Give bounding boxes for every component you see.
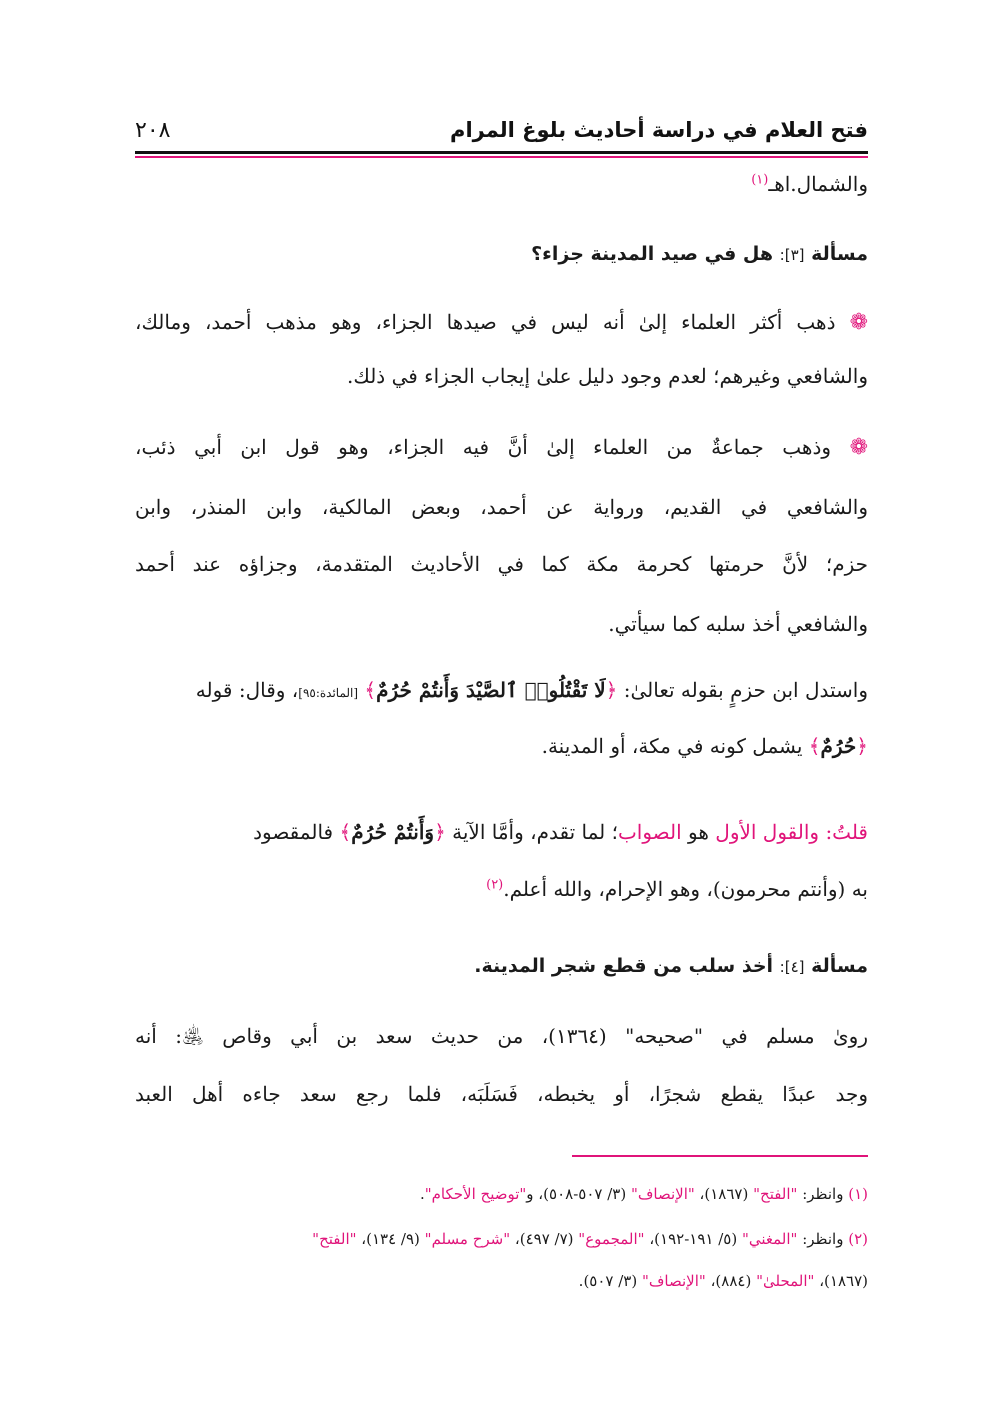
- source-title: "المغني": [741, 1230, 798, 1248]
- source-title: "توضيح الأحكام": [424, 1185, 527, 1203]
- line-text: ذهب أكثر العلماء إلىٰ أنه ليس في صيدها الجزاء، وهو مذهب أحمد، ومالك،: [135, 310, 836, 334]
- footnote-text: (٣/ ٥٠٧-٥٠٨)، و: [526, 1185, 631, 1203]
- flower-bullet-icon: ❁: [849, 310, 868, 335]
- section-heading: [135, 243, 868, 265]
- heading-label: مسألة: [811, 955, 868, 977]
- line-text: والشافعي أخذ سلبه كما سيأتي.: [608, 612, 868, 636]
- heading-number: [٣]:: [779, 246, 805, 264]
- line-text: والشافعي في القديم، ورواية عن أحمد، وبعض المالكية، وابن المنذر، وابن: [135, 495, 868, 519]
- footnote-text: وانظر:: [797, 1230, 849, 1248]
- paragraph-line: [135, 1024, 868, 1053]
- paragraph-line: [135, 310, 868, 335]
- footnote-text: (٨٨٤)،: [705, 1272, 757, 1290]
- footnote-ref[interactable]: (٢): [486, 877, 504, 893]
- paragraph-line: [135, 877, 868, 901]
- running-header: [135, 118, 868, 154]
- paragraph-line: [135, 612, 868, 636]
- highlight-first-opinion: والقول الأول: [715, 820, 826, 844]
- source-title: "المجموع": [578, 1230, 645, 1248]
- quran-bracket-open: ﴿: [856, 734, 868, 758]
- source-title: "الإنصاف": [641, 1272, 706, 1290]
- paragraph-line: [135, 364, 868, 388]
- footnote-number: (٢): [848, 1230, 868, 1248]
- verse-reference: [المائدة:٩٥]: [298, 686, 359, 700]
- footnote-separator: [572, 1155, 868, 1157]
- qult-marker: قلتُ:: [825, 820, 868, 844]
- footnote-text: (٣/ ٥٠٧).: [578, 1272, 642, 1290]
- source-title: "شرح مسلم": [424, 1230, 511, 1248]
- line-text: والشافعي وغيرهم؛ لعدم وجود دليل علىٰ إيجاب الجزاء في ذلك.: [347, 364, 868, 388]
- quran-bracket-close: ﴾: [364, 678, 377, 702]
- line-text: فالمقصود: [253, 820, 340, 844]
- line-text: حزم؛ لأنَّ حرمتها كحرمة مكة كما في الأحاديث المتقدمة، وجزاؤه عند أحمد: [135, 552, 868, 576]
- body-line: [135, 172, 868, 196]
- quran-bracket-close: ﴾: [808, 734, 821, 758]
- footnote-text: (٩/ ١٣٤)،: [356, 1230, 425, 1248]
- heading-number: [٤]:: [779, 958, 805, 976]
- heading-title: أخذ سلب من قطع شجر المدينة.: [474, 955, 774, 977]
- footnote: [135, 1230, 868, 1248]
- line-text: روىٰ مسلم في "صحيحه" (١٣٦٤)، من حديث سعد بن أبي وقاص ﵁: أنه: [135, 1024, 868, 1048]
- quran-verse: وَأَنتُمْ حُرُمٌ: [351, 820, 435, 844]
- highlight-correct: الصواب: [617, 820, 682, 844]
- source-title: "الفتح": [312, 1230, 357, 1248]
- line-text: ، وقال: قوله: [195, 678, 299, 702]
- line-text: ؛ لما تقدم، وأمَّا الآية: [445, 820, 618, 844]
- paragraph-line: [135, 552, 868, 576]
- source-title: "الفتح": [753, 1185, 798, 1203]
- heading-title: هل في صيد المدينة جزاء؟: [531, 243, 774, 265]
- paragraph-line: [135, 1082, 868, 1106]
- line-text: وذهب جماعةٌ من العلماء إلىٰ أنَّ فيه الجزاء، وهو قول ابن أبي ذئب،: [135, 435, 832, 459]
- footnote-number: (١): [848, 1185, 868, 1203]
- footnote: [135, 1272, 868, 1290]
- quran-bracket-close: ﴾: [339, 820, 352, 844]
- footnote-text: وانظر:: [797, 1185, 849, 1203]
- heading-label: مسألة: [811, 243, 868, 265]
- footnote-text: (٧/ ٤٩٧)،: [510, 1230, 579, 1248]
- book-page: [135, 0, 868, 1418]
- line-text: به (وأنتم محرمون)، وهو الإحرام، والله أعلم.: [503, 877, 868, 901]
- footnote-text: (٥/ ١٩١-١٩٢)،: [644, 1230, 742, 1248]
- footnote-text: .: [419, 1185, 425, 1203]
- quran-bracket-open: ﴿: [605, 678, 618, 702]
- quran-bracket-open: ﴿: [434, 820, 446, 844]
- header-rule-accent: [135, 156, 868, 158]
- section-heading: [135, 955, 868, 977]
- line-text: والشمال.اهـ: [768, 172, 868, 196]
- line-text: واستدل ابن حزمٍ بقوله تعالىٰ:: [617, 678, 868, 702]
- line-text: يشمل كونه في مكة، أو المدينة.: [541, 734, 809, 758]
- footnote-text: (١٨٦٧)،: [694, 1185, 754, 1203]
- quran-verse: لَا تَقْتُلُوا۟ ٱلصَّيْدَ وَأَنتُمْ حُرُمٌ: [376, 678, 606, 702]
- paragraph-line: [135, 820, 868, 844]
- source-title: "المحلىٰ": [756, 1272, 815, 1290]
- footnote-text: (١٨٦٧)،: [814, 1272, 868, 1290]
- header-rule: [135, 151, 868, 154]
- flower-bullet-icon: ❁: [849, 435, 868, 460]
- paragraph-line: [135, 678, 868, 702]
- line-text: هو: [681, 820, 716, 844]
- paragraph-line: [135, 435, 868, 460]
- line-text: وجد عبدًا يقطع شجرًا، أو يخبطه، فَسَلَبَه، فلما رجع سعد جاءه أهل العبد: [135, 1082, 868, 1106]
- quran-word: حُرُمٌ: [820, 734, 857, 758]
- footnote-ref[interactable]: (١): [751, 172, 769, 188]
- book-title: فتح العلام في دراسة أحاديث بلوغ المرام: [450, 118, 868, 142]
- footnote: [135, 1185, 868, 1203]
- page-number: ٢٠٨: [135, 118, 171, 143]
- source-title: "الإنصاف": [630, 1185, 695, 1203]
- paragraph-line: [135, 495, 868, 519]
- paragraph-line: [135, 734, 868, 758]
